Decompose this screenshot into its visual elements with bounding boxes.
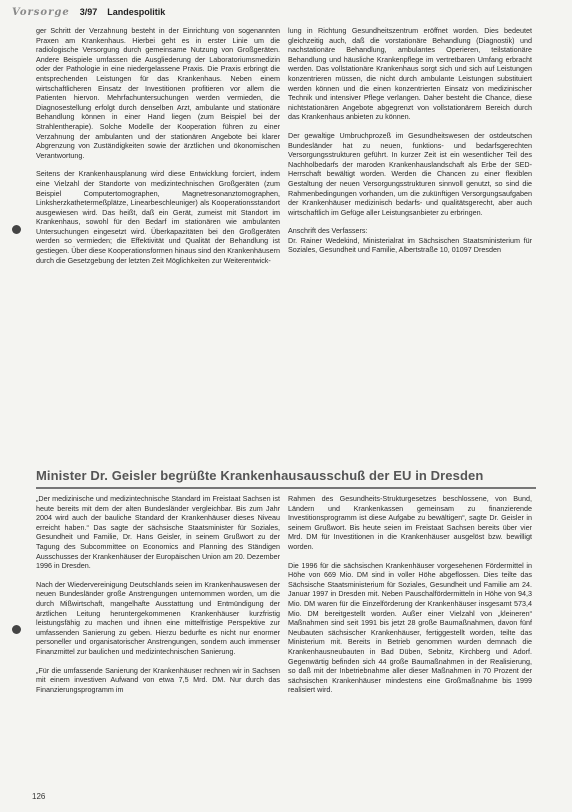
punch-hole-icon (12, 625, 21, 634)
paragraph: Seitens der Krankenhausplanung wird diese Entwicklung forciert, indem eine Vielzahl der Standorte von medizintechnischen Großgeräten (zum Beispiel Computertomographen, Magnetresonanztomographen, Linksherzkathetermeßplätze, Linearbeschleuniger) als Kooperationsstandort ausgewiesen wird. Das heißt, daß ein Gerät, zumeist mit Standort im Krankenhaus, sowohl für den Bedarf im stationären wie ambulanten Untersuchungen eingesetzt wird. Überkapazitäten bei den Großgeräten werden so vermieden; die Effektivität und Qualität der Behandlung ist gestiegen. Über diese Kooperationsformen hinaus sind den Krankenhäusern durch die Gesetzgebung der letzten Zeit Möglichkeiten zur Weiterentwick- (36, 169, 280, 265)
paragraph: lung in Richtung Gesundheitszentrum eröffnet worden. Dies bedeutet gleichzeitig auch, daß die vorstationäre Behandlung (Diagnostik) und nachstationäre Behandlung, ambulantes Operieren, teilstationäre Behandlung und häusliche Krankenpflege im vertretbaren Umfang erbracht werden. Das vollstationäre Krankenhaus sorgt sich und sich auf Leistungen konzentrieren müssen, die nicht durch ambulante Leistungen substituiert werden können und die einen konzentrierten Einsatz von medizinischer Technik und intensiver Pflege verlangen. Daher besteht die Chance, diese nichtstationären Angebote abgegrenzt von vollstationärem Bereich durch das Krankenhaus anbieten zu können. (288, 26, 532, 122)
top-article-left-column (36, 26, 280, 274)
punch-hole-icon (12, 225, 21, 234)
paragraph: ger Schritt der Verzahnung besteht in der Einrichtung von sogenannten Praxen am Krankenhaus. Hierbei geht es in erster Linie um die radiologische Versorgung durch gemeinsame Nutzung von Großgeräten. Andere Beispiele umfassen die Ausgliederung der Laboratoriumsmedizin oder der Pathologie in eine niedergelassene Praxis. Die Praxis erbringt die entsprechenden Leistungen für das Krankenhaus. Neben einem wirtschaftlicheren Einsatz der Investitionen profitieren vor allem die Patienten hiervon. Mehrfachuntersuchungen werden vermieden, die Diagnosestellung erfolgt durch denselben Arzt, ambulante und stationäre Behandlung können in einer Hand liegen (zum Beispiel bei der Strahlentherapie). Solche Modelle der Kooperation führen zu einer Verzahnung der ambulanten und der stationären Angebote bei klarer Abgrenzung von Zuständigkeiten sowie der ärztlichen und ökonomischen Verantwortung. (36, 26, 280, 160)
page-number: 126 (32, 792, 46, 801)
top-article-right-column (288, 26, 532, 255)
headline-divider (36, 487, 536, 489)
paragraph: „Für die umfassende Sanierung der Krankenhäuser rechnen wir in Sachsen mit einem investiven Aufwand von etwa 7,5 Mrd. DM. Nur durch das Finanzierungsprogramm im (36, 665, 280, 694)
paragraph: Rahmen des Gesundheits-Strukturgesetzes beschlossene, von Bund, Ländern und Krankenkassen gemeinsam zu finanzierende Investitionsprogramm ist diese Aufgabe zu bewältigen“, sagte Dr. Geisler in seinem Grußwort. Bis heute seien im Freistaat Sachsen bereits über vier Mrd. DM für Investitionen in die Krankenhäuser ausgelöst bzw. bewilligt worden. (288, 494, 532, 551)
paragraph: Der gewaltige Umbruchprozeß im Gesundheitswesen der ostdeutschen Bundesländer hat zu neuen, funktions- und bedarfsgerechten Versorgungsstrukturen geführt. In kurzer Zeit ist ein wesentlicher Teil des Nachholbedarfs der maroden Krankenhauslandschaft als Erbe der SED-Herrschaft bewältigt worden. Werden die Chancen zu einer flexiblen Gestaltung der neuen Versorgungsstrukturen sinnvoll genutzt, so sind die Rahmenbedingungen vorhanden, um die zukünftigen Versorgungsaufgaben der Krankenhäuser medizinisch bedarfs- und qualitätsgerecht, aber auch wirtschaftlich im Gefüge aller Leistungsanbieter zu erbringen. (288, 130, 532, 217)
magazine-logo: Vorsorge (12, 6, 70, 18)
article-headline: Minister Dr. Geisler begrüßte Krankenhausausschuß der EU in Dresden (36, 468, 484, 483)
page-header (12, 4, 532, 20)
paragraph: Nach der Wiedervereinigung Deutschlands seien im Krankenhauswesen der neuen Bundesländer große Anstrengungen unternommen worden, um die durch Mißwirtschaft, mangelhafte Ausstattung und Entmündigung der ärztlichen Leitung heruntergekommenen Krankenhäuser kurzfristig leistungsfähig zu machen und ihnen eine mittelfristige Perspektive zur umfassenden Sanierung zu geben. Hierzu bedurfte es nicht nur enormer personeller und organisatorischer Anstrengungen, sondern auch immenser Finanzmittel zur baulichen und medizintechnischen Sanierung. (36, 579, 280, 656)
section-title: Landespolitik (107, 7, 166, 17)
address-label: Anschrift des Verfassers: (288, 226, 368, 236)
bottom-article-right-column (288, 494, 532, 704)
paragraph: Die 1996 für die sächsischen Krankenhäuser vorgesehenen Fördermittel in Höhe von 669 Mio. DM sind in voller Höhe abgeflossen. Dies teilte das Sächsische Staatsministerium für Soziales, Gesundheit und Familie am 24. Januar 1997 in Dresden mit. Neben Pauschalfördermitteln in Höhe von 94,3 Mio. DM waren für die Einzelförderung der Krankenhäuser insgesamt 573,4 Mio. DM bereitgestellt worden. Außer einer Vielzahl von „kleineren“ Maßnahmen sind seit 1991 bis jetzt 28 große Baumaßnahmen, davon fünf Neubauten sächsischer Krankenhäuser, fertiggestellt worden, teilte das Ministerium mit. Bereits in Betrieb genommen wurden demnach die Krankenhausneubauten in Bad Düben, Sebnitz, Kirchberg und Adorf. Gegenwärtig befinden sich 44 große Baumaßnahmen in der Realisierung, so daß mit der Inbetriebnahme aller dieser Maßnahmen in 70 Prozent der sächsischen Krankenhäuser mindestens eine Großmaßnahme bis 1999 realisiert wird. (288, 560, 532, 695)
address-text: Dr. Rainer Wedekind, Ministerialrat im Sächsischen Staatsministerium für Soziales, Gesundheit und Familie, Albertstraße 10, 01097 Dresden (288, 235, 532, 255)
bottom-article-left-column (36, 494, 280, 703)
issue-number: 3/97 (79, 7, 98, 17)
paragraph: „Der medizinische und medizintechnische Standard im Freistaat Sachsen ist heute bereits mit dem der alten Bundesländer vergleichbar. Bis zum Jahr 2004 wird auch der bauliche Standard der Krankenhäuser dieses Niveau erreicht haben.“ Das sagte der sächsische Staatsminister für Soziales, Gesundheit und Familie, Dr. Hans Geisler, in seinem Grußwort zu der Tagung des Subcommittee on Economics and Planning des Ständigen Ausschusses der Krankenhäuser der Europäischen Union am 20. Dezember 1996 in Dresden. (36, 494, 280, 571)
author-address (288, 226, 532, 255)
